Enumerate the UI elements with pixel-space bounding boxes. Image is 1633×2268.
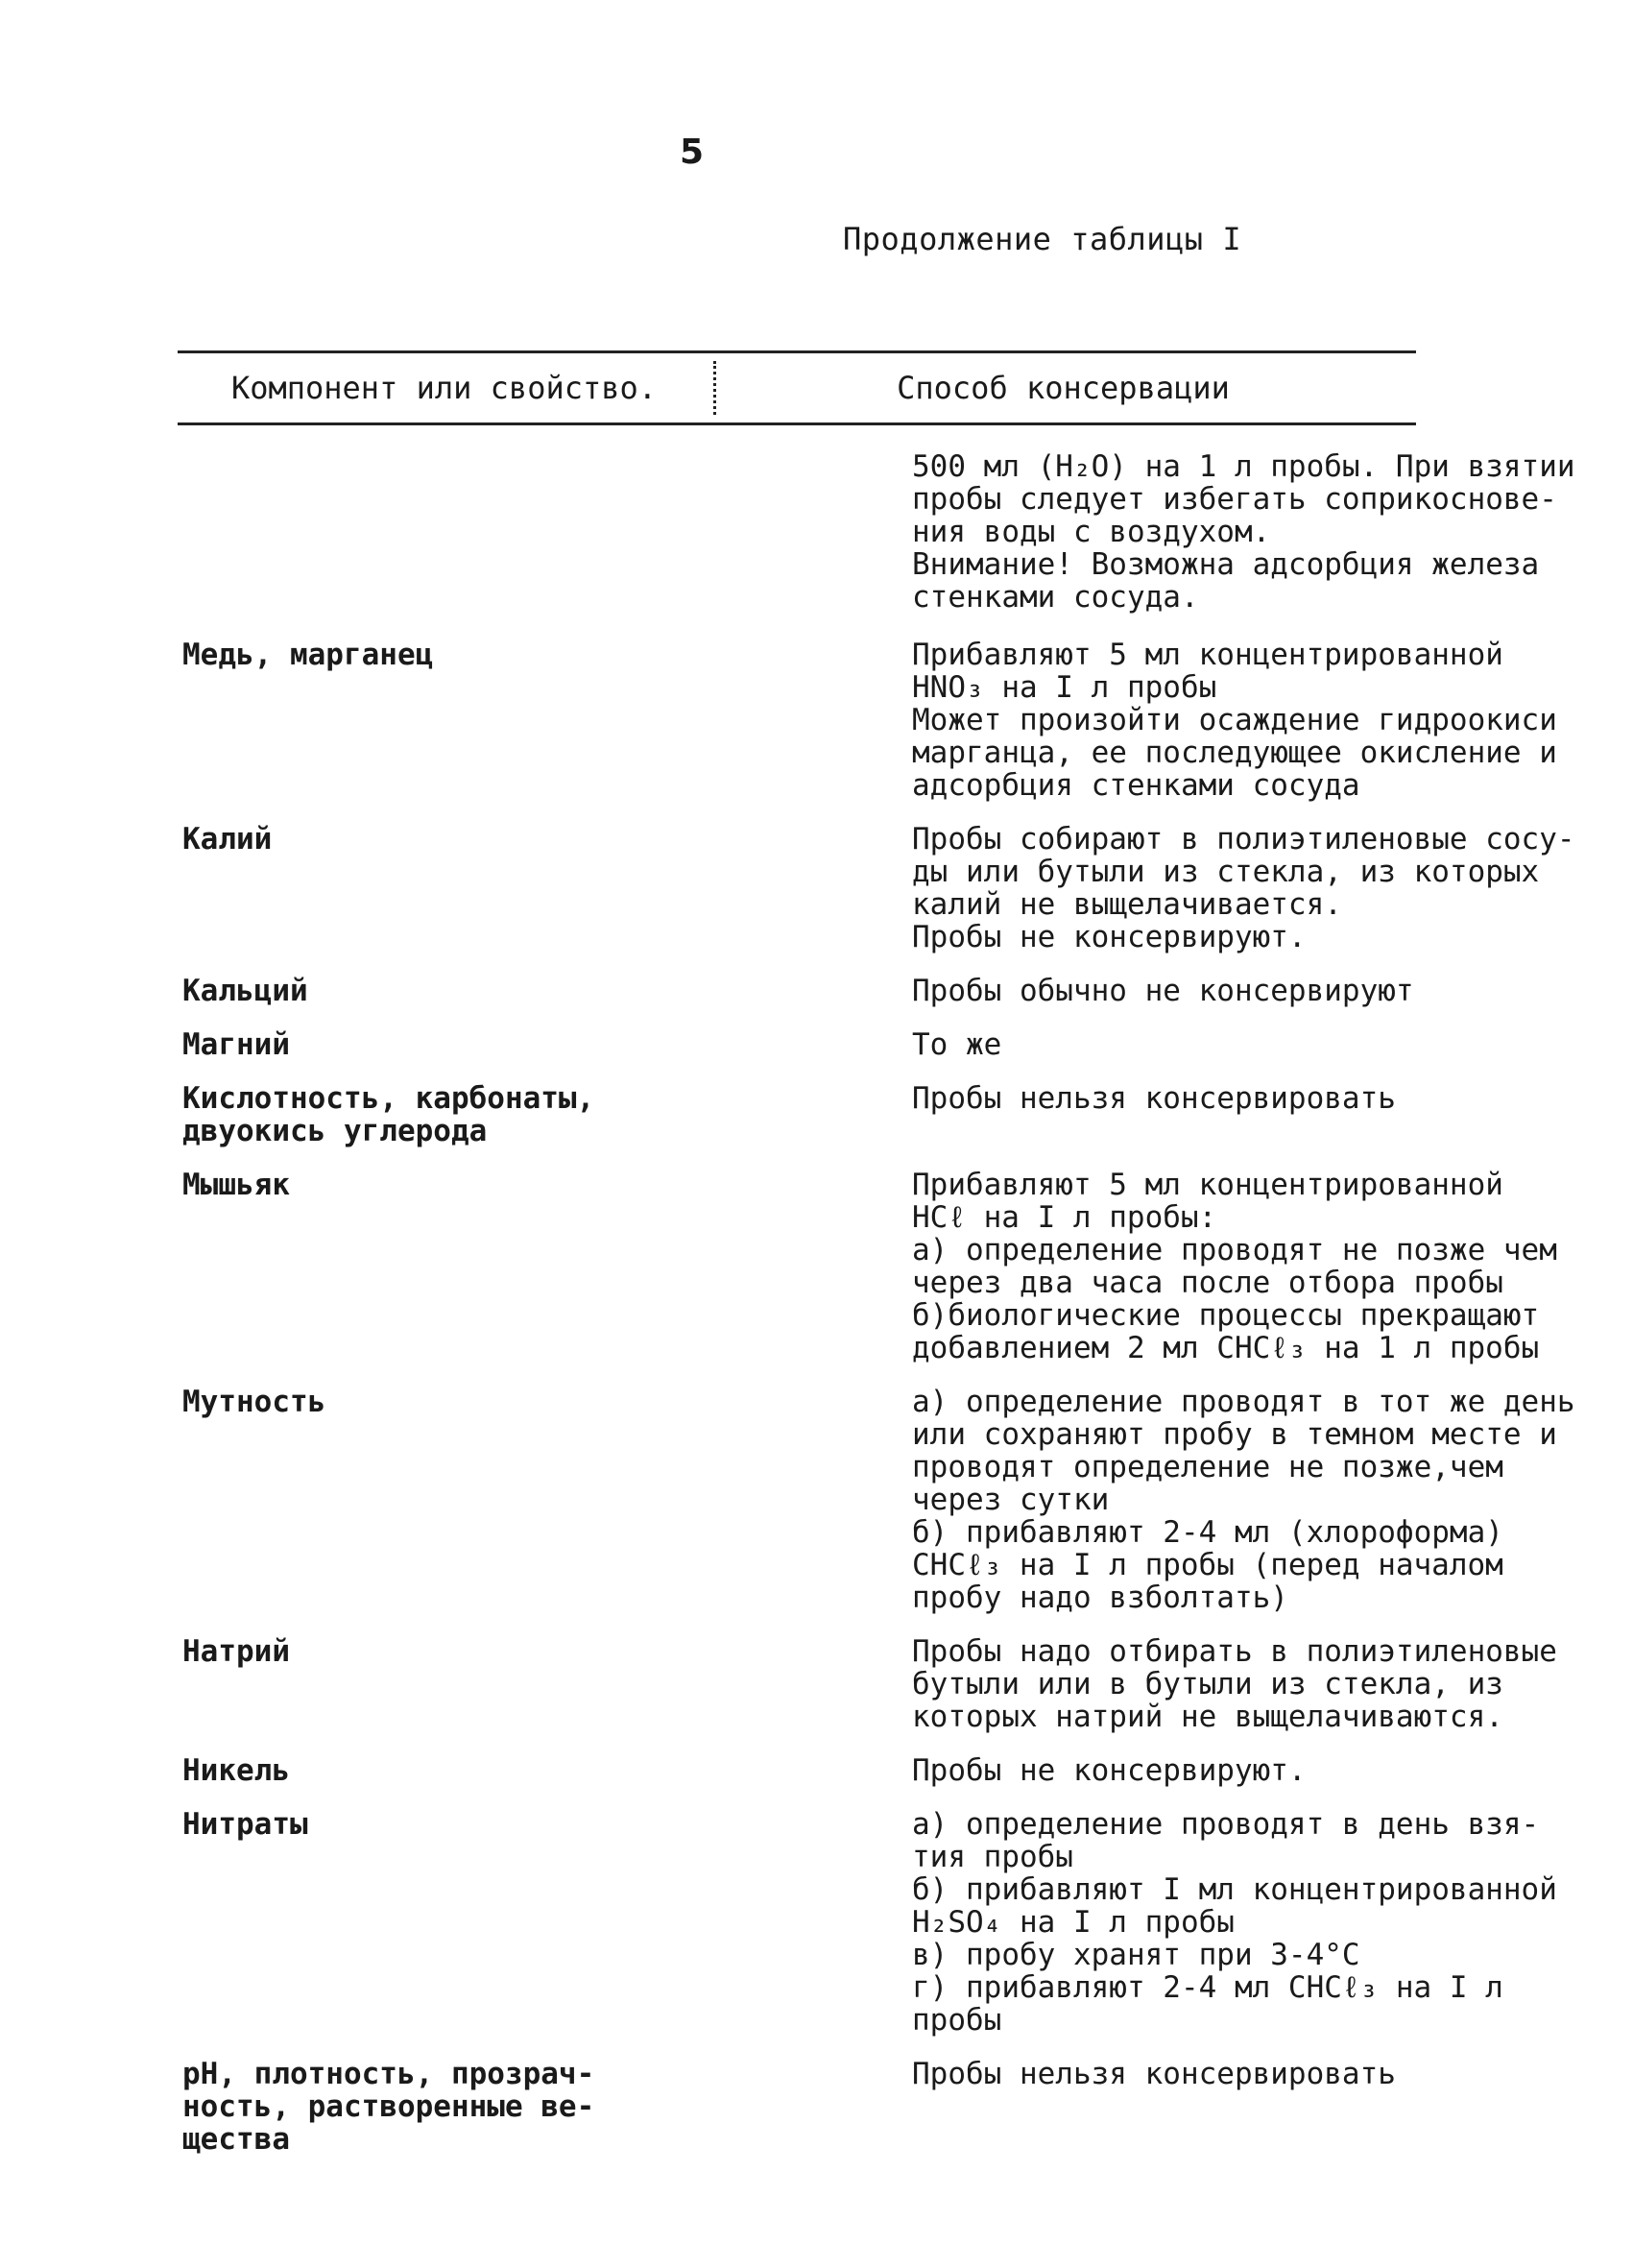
row-method: Пробы обычно не консервируют bbox=[912, 974, 1414, 1008]
row-component: Никель bbox=[182, 1753, 290, 1788]
row-component: Мышьяк bbox=[182, 1168, 290, 1202]
table-row bbox=[178, 638, 1557, 803]
table-header bbox=[178, 353, 1416, 422]
page-number: 5 bbox=[680, 133, 705, 172]
row-component bbox=[178, 450, 730, 614]
row-component: Мутность bbox=[182, 1385, 326, 1419]
table-row bbox=[178, 2058, 1416, 2156]
table-row bbox=[178, 1807, 1557, 2038]
table-row bbox=[178, 975, 1416, 1007]
row-component: Натрий bbox=[182, 1634, 290, 1669]
preservation-table bbox=[178, 350, 1575, 2177]
table-row bbox=[178, 1634, 1557, 1734]
table-row bbox=[178, 1754, 1416, 1787]
row-method: Пробы нельзя консервировать bbox=[912, 2057, 1396, 2091]
header-method: Способ консервации bbox=[897, 370, 1230, 406]
row-method: а) определение проводят в тот же день или сохраняют пробу в темном месте и проводят определение не позже,чем через сутки б) прибавляют 2-4 мл (хлороформа) CHCℓ₃ на I л пробы (перед началом пробу надо взболтать) bbox=[912, 1385, 1575, 1615]
table-row bbox=[178, 822, 1575, 954]
table-row bbox=[178, 1082, 1416, 1147]
header-component: Компонент или свойство. bbox=[230, 370, 658, 406]
row-component: Кальций bbox=[182, 974, 308, 1008]
row-component: Магний bbox=[182, 1027, 290, 1062]
table-row bbox=[178, 1385, 1575, 1615]
row-component: Медь, марганец bbox=[182, 638, 434, 672]
row-component: Нитраты bbox=[182, 1807, 308, 1842]
row-method: а) определение проводят в день взя- тия пробы б) прибавляют I мл концентрированной H₂SO₄ на I л пробы в) пробу хранят при 3-4°С г) прибавляют 2-4 мл CHCℓ₃ на I л пробы bbox=[912, 1807, 1557, 2038]
row-method: Прибавляют 5 мл концентрированной HCℓ на I л пробы: а) определение проводят не позже чем через два часа после отбора пробы б)биологические процессы прекращают добавлением 2 мл CHCℓ₃ на 1 л пробы bbox=[912, 1168, 1557, 1365]
table-caption: Продолжение таблицы I bbox=[843, 221, 1242, 257]
row-component: Калий bbox=[182, 822, 273, 857]
row-method: Прибавляют 5 мл концентрированной HNO₃ на I л пробы Может произойти осаждение гидроокиси марганца, ее последующее окисление и адсорбция стенками сосуда bbox=[912, 638, 1557, 803]
table-body bbox=[178, 425, 1575, 2157]
header-divider bbox=[713, 361, 716, 415]
row-method: Пробы надо отбирать в полиэтиленовые бутыли или в бутыли из стекла, из которых натрий не выщелачиваются. bbox=[912, 1634, 1557, 1734]
table-row bbox=[178, 1028, 1416, 1061]
table-row bbox=[178, 449, 1575, 615]
row-method: Пробы нельзя консервировать bbox=[912, 1081, 1396, 1116]
table-row bbox=[178, 1168, 1557, 1365]
row-component: Кислотность, карбонаты, двуокись углерода bbox=[182, 1081, 595, 1148]
row-method: Пробы собирают в полиэтиленовые сосу- ды или бутыли из стекла, из которых калий не выщелачивается. Пробы не консервируют. bbox=[912, 822, 1575, 954]
row-method: Пробы не консервируют. bbox=[912, 1753, 1307, 1788]
row-component: pH, плотность, прозрач- ность, растворенные ве- щества bbox=[182, 2057, 595, 2157]
row-method: 500 мл (H₂O) на 1 л пробы. При взятии пробы следует избегать соприкоснове- ния воды с воздухом. Внимание! Возможна адсорбция железа стенками сосуда. bbox=[912, 449, 1575, 615]
row-method: То же bbox=[912, 1027, 1002, 1062]
